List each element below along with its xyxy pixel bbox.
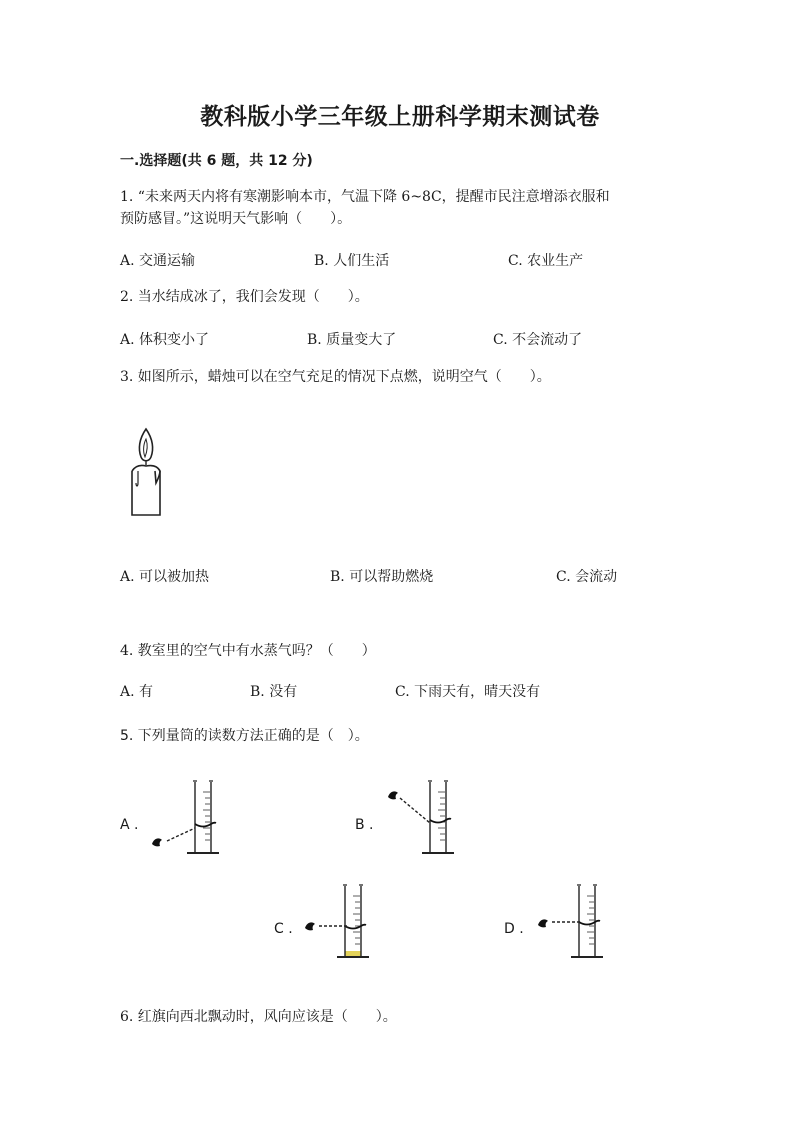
question-6-text: 6. 红旗向西北飘动时，风向应该是（ ）。	[120, 1009, 397, 1025]
q4-option-c[interactable]: C. 下雨天有，晴天没有	[395, 684, 541, 700]
q2-option-c[interactable]: C. 不会流动了	[493, 332, 583, 348]
section-heading: 一.选择题(共 6 题，共 12 分)	[120, 153, 313, 169]
q3-option-b[interactable]: B. 可以帮助燃烧	[330, 569, 434, 585]
question-5-text: 5. 下列量筒的读数方法正确的是（ ）。	[120, 728, 369, 744]
sight-line-c	[317, 922, 349, 930]
sight-line-d	[550, 918, 584, 926]
fig-label-c[interactable]: C .	[274, 921, 293, 937]
q3-option-c[interactable]: C. 会流动	[556, 569, 618, 585]
q1-option-c[interactable]: C. 农业生产	[508, 253, 584, 269]
sight-line-a	[165, 825, 197, 845]
question-4-text: 4. 教室里的空气中有水蒸气吗？（ ）	[120, 643, 376, 659]
graduated-cylinder-icon	[183, 778, 223, 858]
q2-option-a[interactable]: A. 体积变小了	[120, 332, 210, 348]
fig-label-d[interactable]: D .	[504, 921, 524, 937]
q2-option-b[interactable]: B. 质量变大了	[307, 332, 397, 348]
question-1-text-cont: 预防感冒。”这说明天气影响（ ）。	[120, 211, 352, 227]
q4-option-b[interactable]: B. 没有	[250, 684, 298, 700]
q1-option-b[interactable]: B. 人们生活	[314, 253, 390, 269]
q1-option-a[interactable]: A. 交通运输	[120, 253, 196, 269]
eye-icon	[150, 834, 166, 850]
question-3-text: 3. 如图所示，蜡烛可以在空气充足的情况下点燃，说明空气（ ）。	[120, 369, 551, 385]
q4-option-a[interactable]: A. 有	[120, 684, 154, 700]
fig-label-a[interactable]: A .	[120, 817, 139, 833]
page-title: 教科版小学三年级上册科学期末测试卷	[200, 104, 600, 130]
question-1-text: 1. “未来两天内将有寒潮影响本市，气温下降 6~8C，提醒市民注意增添衣服和	[120, 189, 610, 205]
fig-label-b[interactable]: B .	[355, 817, 374, 833]
question-2-text: 2. 当水结成冰了，我们会发现（ ）。	[120, 289, 369, 305]
q3-option-a[interactable]: A. 可以被加热	[120, 569, 210, 585]
sight-line-b	[398, 796, 432, 826]
candle-icon	[126, 427, 166, 519]
